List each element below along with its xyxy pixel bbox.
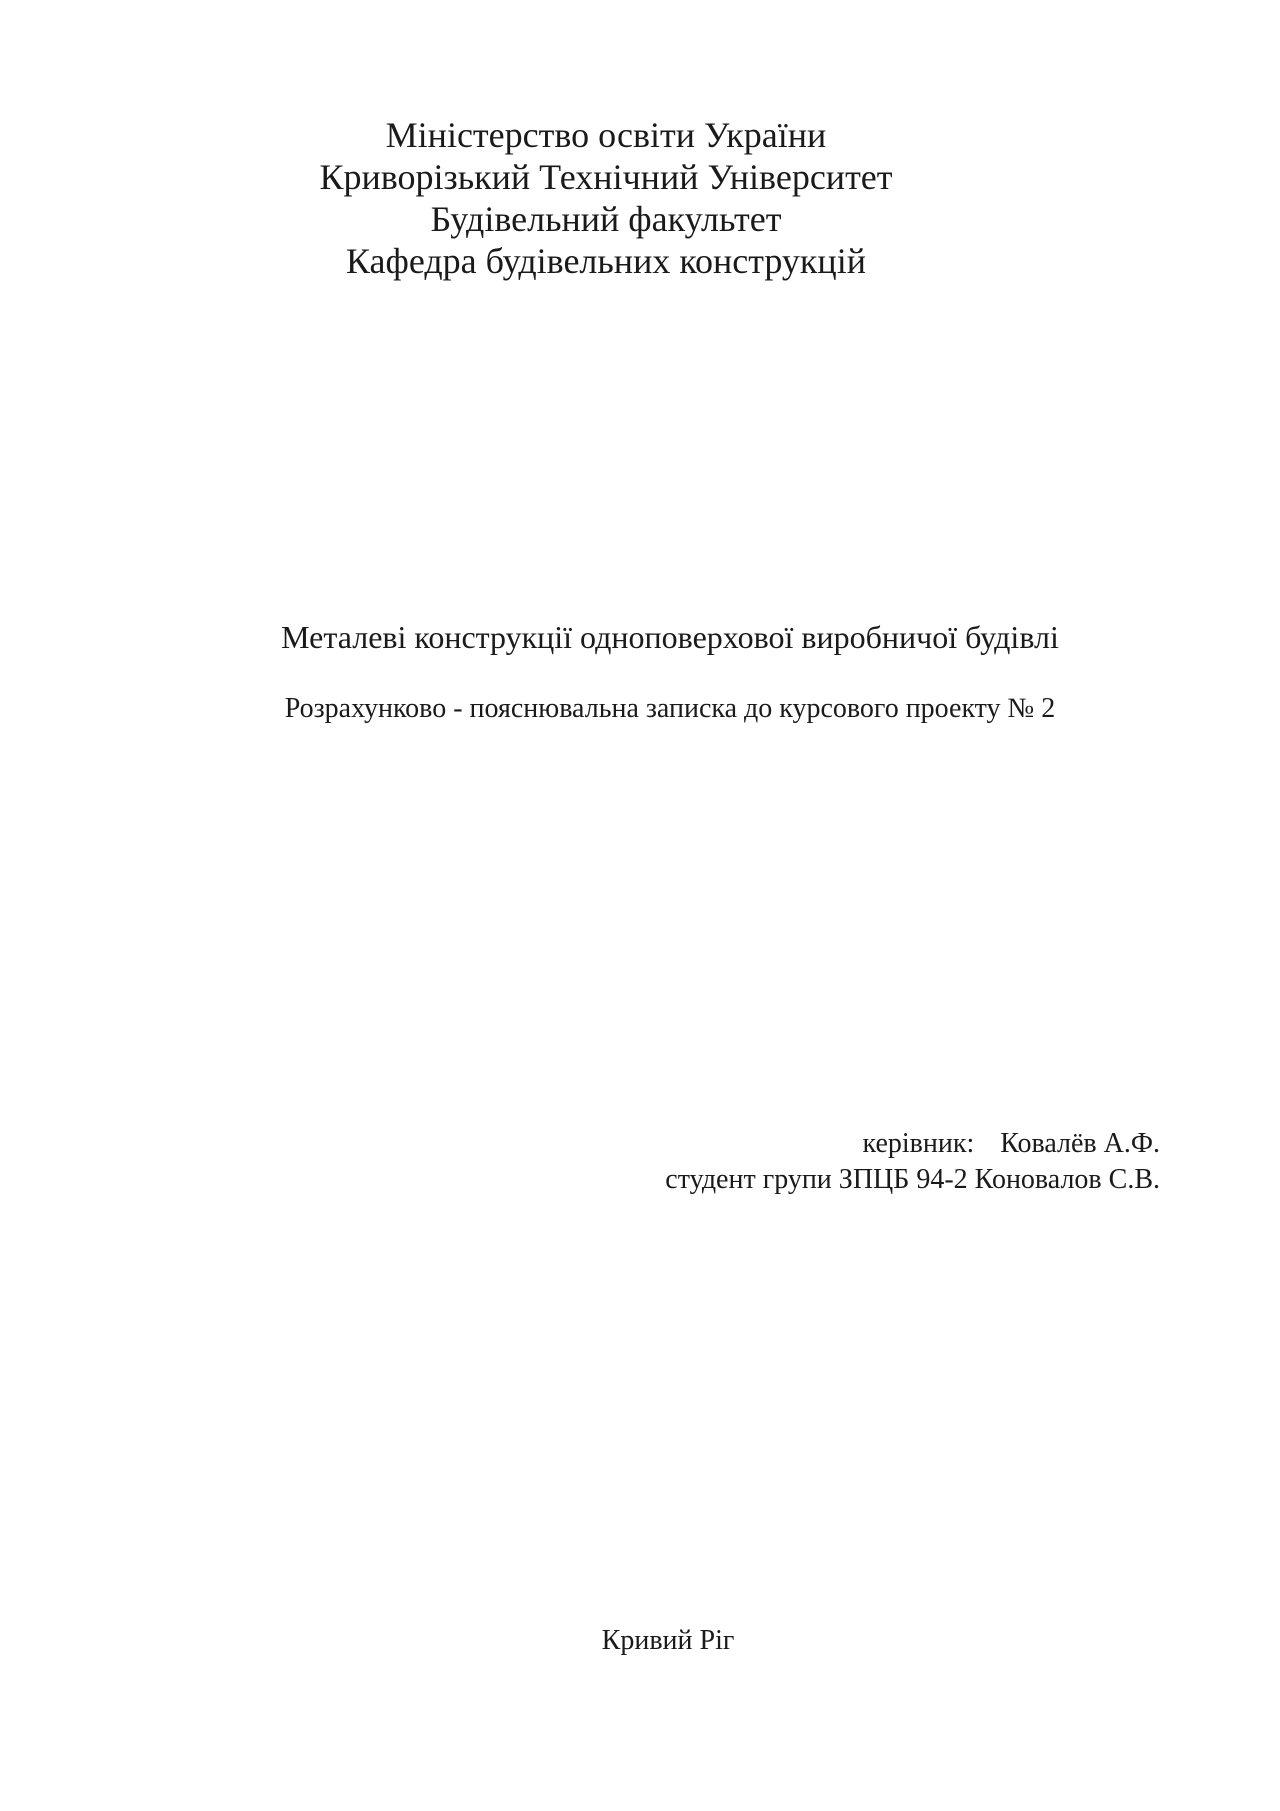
ministry-line: Міністерство освіти України (385, 115, 827, 155)
institution-header (52, 114, 1280, 282)
signature-block (665, 1126, 1160, 1198)
document-title: Металеві конструкції одноповерхової виробничої будівлі (281, 619, 1059, 655)
supervisor-line (665, 1126, 1160, 1162)
university-line: Криворізький Технічний Університет (319, 157, 893, 197)
faculty-line: Будівельний факультет (430, 199, 782, 239)
department-line: Кафедра будівельних конструкцій (346, 241, 866, 281)
document-subtitle: Розрахунково - пояснювальна записка до курсового проекту № 2 (284, 693, 1056, 724)
city-footer: Кривий Ріг (601, 1625, 735, 1656)
supervisor-role: керівник: (862, 1128, 975, 1159)
supervisor-name: Ковалёв А.Ф. (1000, 1128, 1160, 1159)
student-line: студент групи ЗПЦБ 94-2 Коновалов С.В. (665, 1164, 1160, 1195)
